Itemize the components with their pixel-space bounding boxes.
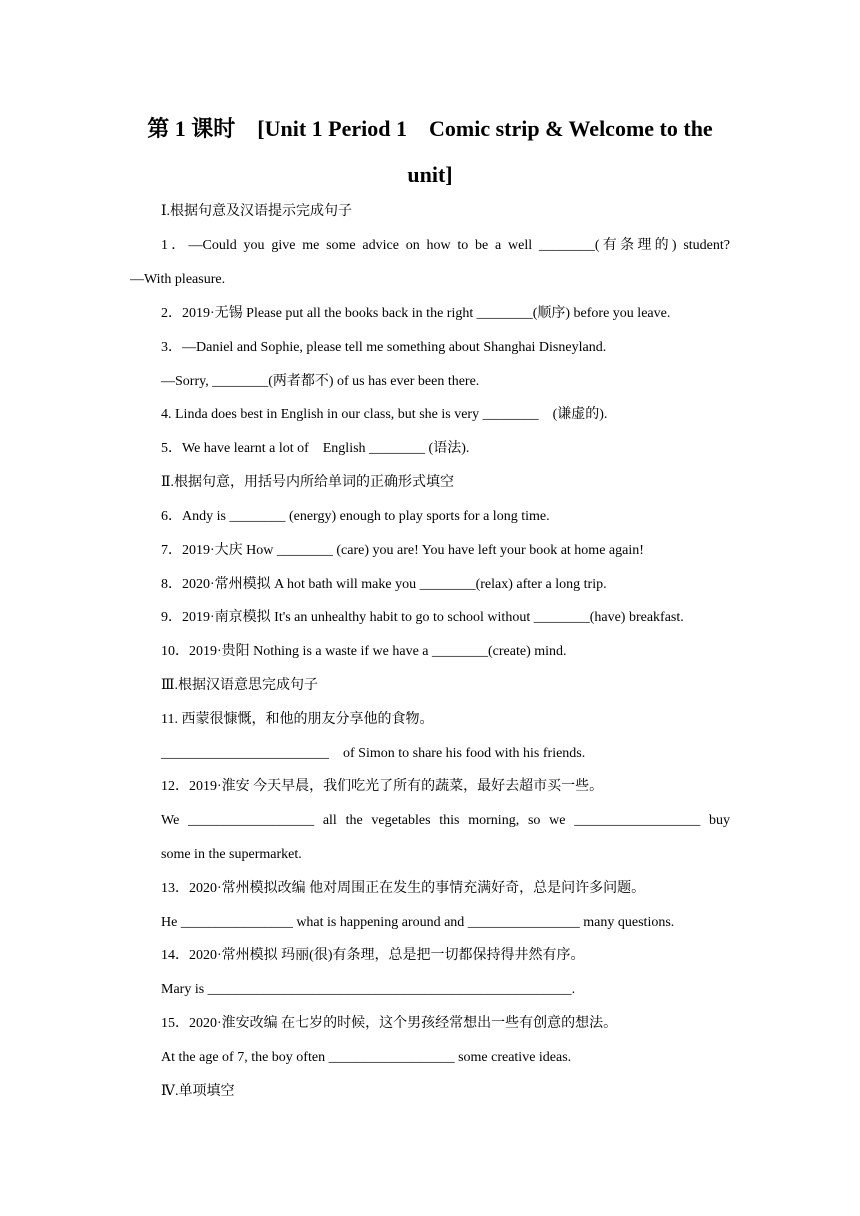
page-title: [120, 106, 740, 198]
question-3-line-1: 3．—Daniel and Sophie, please tell me something about Shanghai Disneyland.: [161, 340, 607, 355]
question-12-prompt: 12．2019·淮安 今天早晨，我们吃光了所有的蔬菜，最好去超市买一些。: [161, 779, 604, 794]
question-12-answer-line-1: We __________________ all the vegetables this morning, so we __________________ buy: [161, 813, 730, 828]
section-heading-1: Ⅰ.根据句意及汉语提示完成句子: [161, 204, 353, 219]
question-10: 10．2019·贵阳 Nothing is a waste if we have a ________(create) mind.: [161, 644, 567, 659]
question-13-answer-line: He ________________ what is happening around and ________________ many questions.: [161, 915, 675, 930]
question-13-prompt: 13．2020·常州模拟改编 他对周围正在发生的事情充满好奇，总是问许多问题。: [161, 881, 646, 896]
section-heading-4: Ⅳ.单项填空: [161, 1084, 235, 1099]
question-1-line-2: —With pleasure.: [130, 272, 226, 287]
question-14-answer-line: Mary is ____________________________________________________.: [161, 982, 576, 997]
question-1-line-1: 1．—Could you give me some advice on how to be a well ________(有条理的) student?: [161, 238, 730, 253]
title-line-1: 第 1 课时 [Unit 1 Period 1 Comic strip & Welcome to the: [147, 116, 713, 141]
question-4: 4. Linda does best in English in our class, but she is very ________ (谦虚的).: [161, 407, 608, 422]
question-7: 7．2019·大庆 How ________ (care) you are! You have left your book at home again!: [161, 543, 644, 558]
question-9: 9．2019·南京模拟 It's an unhealthy habit to go to school without ________(have) breakfast.: [161, 610, 684, 625]
question-3-line-2: —Sorry, ________(两者都不) of us has ever been there.: [161, 374, 480, 389]
question-14-prompt: 14．2020·常州模拟 玛丽(很)有条理，总是把一切都保持得井然有序。: [161, 948, 585, 963]
section-heading-2: Ⅱ.根据句意，用括号内所给单词的正确形式填空: [161, 475, 455, 490]
title-line-2: unit]: [407, 162, 453, 187]
question-2: 2．2019·无锡 Please put all the books back in the right ________(顺序) before you leave.: [161, 306, 671, 321]
section-heading-3: Ⅲ.根据汉语意思完成句子: [161, 678, 319, 693]
question-11-answer-line: ________________________ of Simon to share his food with his friends.: [161, 746, 586, 761]
question-15-answer-line: At the age of 7, the boy often __________________ some creative ideas.: [161, 1050, 572, 1065]
question-15-prompt: 15．2020·淮安改编 在七岁的时候，这个男孩经常想出一些有创意的想法。: [161, 1016, 618, 1031]
question-5: 5．We have learnt a lot of English ________ (语法).: [161, 441, 470, 456]
question-12-answer-line-2: some in the supermarket.: [161, 847, 302, 862]
question-11-prompt: 11. 西蒙很慷慨，和他的朋友分享他的食物。: [161, 712, 434, 727]
question-8: 8．2020·常州模拟 A hot bath will make you ________(relax) after a long trip.: [161, 577, 607, 592]
question-6: 6．Andy is ________ (energy) enough to play sports for a long time.: [161, 509, 550, 524]
